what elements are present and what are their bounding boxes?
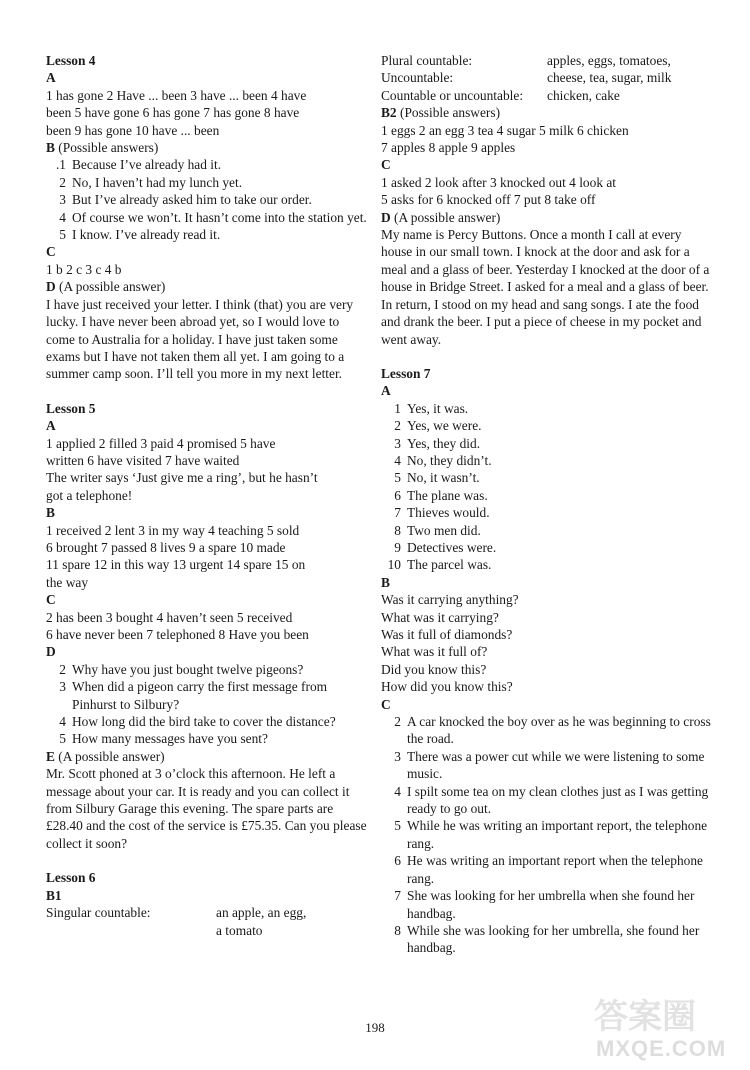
watermark-logo <box>590 990 740 1062</box>
answer-line: 1 asked 2 look after 3 knocked out 4 look at <box>381 174 617 190</box>
spacer <box>381 348 711 365</box>
lesson-6-d-paragraph: My name is Percy Buttons. Once a month I call at every house in our small town. I knock at the door and ask for a meal and a glass of beer. Yesterday I knocked at the door of a house in Bridge Street. I asked for a meal and a glass of beer. In return, I stood on my head and sang songs. I ate the food and drank the beer. I put a piece of cheese in my pocket and went away. <box>381 227 710 347</box>
item-number: 2 <box>59 661 66 677</box>
lesson-5-b-answers <box>46 522 368 592</box>
answer-line: What was it carrying? <box>381 609 499 625</box>
noun-table <box>381 52 711 104</box>
item-number: 2 <box>394 418 401 434</box>
lesson-5-title: Lesson 5 <box>46 400 96 416</box>
answer-line: been 5 have gone 6 has gone 7 has gone 8 have <box>46 105 300 121</box>
item-text: When did a pigeon carry the first message from Pinhurst to Silbury? <box>72 679 328 712</box>
lesson-4-d-paragraph: I have just received your letter. I think (that) you are very lucky. I have never been abroad yet, so I would love to come to Australia for a holiday. I have just taken some exams but I have not taken them all yet. I am going to a summer camp soon. I’ll tell you more in my next letter. <box>46 296 354 382</box>
list-item <box>381 748 711 783</box>
lesson-5-d-answers <box>46 661 368 748</box>
section-letter: E <box>46 748 55 764</box>
item-text: Why have you just bought twelve pigeons? <box>72 661 304 677</box>
lesson-4-b-answers <box>46 156 368 243</box>
answer-line: got a telephone! <box>46 487 133 503</box>
item-number: 1 <box>394 400 401 416</box>
section-e-heading <box>46 748 368 765</box>
item-text: Detectives were. <box>407 539 497 555</box>
list-item <box>381 504 711 521</box>
noun-table-row <box>381 69 711 86</box>
item-number: .1 <box>55 157 66 173</box>
item-number: 3 <box>59 679 66 695</box>
section-b-heading: B <box>381 574 390 590</box>
lesson-7-a-answers <box>381 400 711 574</box>
lesson-7-c-answers <box>381 713 711 957</box>
table-value: chicken, cake <box>547 87 620 103</box>
table-label: Countable or uncountable: <box>381 87 524 103</box>
noun-table-row <box>381 52 711 69</box>
section-d-heading: D <box>46 644 56 660</box>
item-number: 5 <box>394 818 401 834</box>
item-number: 5 <box>394 470 401 486</box>
lesson-4-title: Lesson 4 <box>46 53 96 68</box>
table-value-line: an apple, an egg, <box>216 905 307 921</box>
list-item <box>46 174 368 191</box>
item-text: I spilt some tea on my clean clothes just as I was getting ready to go out. <box>407 783 709 817</box>
list-item <box>46 661 368 678</box>
answer-line: Did you know this? <box>381 661 487 677</box>
answer-line: been 9 has gone 10 have ... been <box>46 122 220 138</box>
lesson-4-c-answers: 1 b 2 c 3 c 4 b <box>46 261 122 277</box>
lesson-6-b2-answers <box>381 122 711 157</box>
watermark-en-text: MXQE.COM <box>596 1036 727 1061</box>
spacer <box>46 852 368 869</box>
list-item <box>46 191 368 208</box>
answer-line: The writer says ‘Just give me a ring’, but he hasn’t <box>46 470 318 486</box>
list-item <box>381 417 711 434</box>
item-text: Thieves would. <box>407 505 490 521</box>
list-item <box>381 435 711 452</box>
list-item <box>381 522 711 539</box>
item-number: 10 <box>387 557 401 573</box>
list-item <box>46 713 368 730</box>
item-text: How many messages have you sent? <box>72 731 268 747</box>
item-text: Yes, we were. <box>407 418 482 434</box>
item-number: 3 <box>59 192 66 208</box>
list-item <box>381 469 711 486</box>
section-c-heading: C <box>46 244 56 260</box>
section-c-heading: C <box>381 696 391 712</box>
answer-line: written 6 have visited 7 have waited <box>46 452 240 468</box>
page-number: 198 <box>365 1020 385 1035</box>
table-value-line: a tomato <box>216 922 263 938</box>
item-text: There was a power cut while we were listening to some music. <box>407 748 705 782</box>
item-text: While she was looking for her umbrella, she found her handbag. <box>407 922 700 956</box>
lesson-5-a-answers <box>46 435 368 505</box>
answer-line: 1 applied 2 filled 3 paid 4 promised 5 have <box>46 435 276 451</box>
list-item <box>46 730 368 747</box>
answer-line: What was it full of? <box>381 644 488 660</box>
item-number: 2 <box>394 714 401 730</box>
lesson-5-c-answers <box>46 609 368 644</box>
item-text: Yes, it was. <box>407 400 469 416</box>
item-text: But I’ve already asked him to take our order. <box>72 192 312 208</box>
section-a-heading: A <box>46 70 56 86</box>
list-item <box>46 156 368 173</box>
item-text: The plane was. <box>407 487 488 503</box>
section-d-heading <box>46 278 368 295</box>
left-column <box>46 52 368 939</box>
item-number: 9 <box>394 539 401 555</box>
item-text: She was looking for her umbrella when she found her handbag. <box>407 888 695 921</box>
table-value <box>216 904 368 939</box>
section-b1-heading: B1 <box>46 887 62 903</box>
section-letter: B <box>46 140 55 156</box>
item-text: I know. I’ve already read it. <box>72 227 221 243</box>
item-number: 4 <box>394 452 401 468</box>
section-a-heading: A <box>381 383 391 399</box>
item-number: 4 <box>59 714 66 730</box>
list-item <box>381 713 711 748</box>
lesson-4-a-answers <box>46 87 368 139</box>
answer-line: Was it full of diamonds? <box>381 627 513 642</box>
answer-line: 11 spare 12 in this way 13 urgent 14 spare 15 on <box>46 557 306 573</box>
table-value: cheese, tea, sugar, milk <box>547 70 672 86</box>
lesson-7-b-answers <box>381 591 711 695</box>
table-value: apples, eggs, tomatoes, <box>547 53 671 68</box>
item-text: The parcel was. <box>407 557 492 573</box>
list-item <box>381 817 711 852</box>
list-item <box>381 400 711 417</box>
list-item <box>46 209 368 226</box>
noun-table-row <box>381 87 711 104</box>
item-text: No, it wasn’t. <box>407 470 480 486</box>
table-label: Singular countable: <box>46 905 151 921</box>
list-item <box>381 487 711 504</box>
item-text: No, I haven’t had my lunch yet. <box>72 174 243 190</box>
item-text: Yes, they did. <box>407 435 481 451</box>
item-number: 5 <box>59 731 66 747</box>
watermark-cn-text: 答案圈 <box>594 997 696 1037</box>
item-text: He was writing an important report when the telephone rang. <box>407 853 703 886</box>
item-text: A car knocked the boy over as he was beginning to cross the road. <box>407 714 711 747</box>
item-text: Of course we won’t. It hasn’t come into the station yet. <box>72 209 367 225</box>
list-item <box>46 226 368 243</box>
section-note: (Possible answers) <box>396 105 501 121</box>
noun-table-row <box>46 904 368 939</box>
section-b-heading <box>46 139 368 156</box>
item-text: Because I’ve already had it. <box>72 157 222 173</box>
section-note: (A possible answer) <box>55 279 166 295</box>
section-note: (A possible answer) <box>390 209 501 225</box>
table-label: Uncountable: <box>381 70 454 86</box>
section-note: (Possible answers) <box>54 140 159 156</box>
answer-line: 7 apples 8 apple 9 apples <box>381 140 516 156</box>
section-c-heading: C <box>381 157 391 173</box>
item-number: 4 <box>59 209 66 225</box>
answer-line: How did you know this? <box>381 679 513 695</box>
section-a-heading: A <box>46 418 56 434</box>
list-item <box>381 922 711 957</box>
section-letter: D <box>46 279 56 295</box>
item-text: No, they didn’t. <box>407 452 492 468</box>
list-item <box>381 783 711 818</box>
item-number: 3 <box>394 435 401 451</box>
answer-line: 1 eggs 2 an egg 3 tea 4 sugar 5 milk 6 chicken <box>381 122 629 138</box>
item-text: Two men did. <box>407 522 481 538</box>
item-number: 3 <box>394 748 401 764</box>
answer-line: 1 received 2 lent 3 in my way 4 teaching 5 sold <box>46 522 300 538</box>
section-letter: D <box>381 209 391 225</box>
lesson-5-e-paragraph: Mr. Scott phoned at 3 o’clock this afternoon. He left a message about your car. It is ready and you can collect it from Silbury Garage this evening. The spare parts are £28.40 and the cost of the service is £75.35. Can you please collect it soon? <box>46 766 367 851</box>
list-item <box>381 539 711 556</box>
item-number: 8 <box>394 922 401 938</box>
item-number: 5 <box>59 227 66 243</box>
table-label: Plural countable: <box>381 53 473 68</box>
answer-line: 5 asks for 6 knocked off 7 put 8 take off <box>381 192 596 208</box>
item-number: 8 <box>394 522 401 538</box>
list-item <box>381 887 711 922</box>
spacer <box>46 383 368 400</box>
section-d-heading <box>381 209 711 226</box>
section-note: (A possible answer) <box>54 748 165 764</box>
answer-line: 2 has been 3 bought 4 haven’t seen 5 received <box>46 609 293 625</box>
lesson-6-c-answers <box>381 174 711 209</box>
item-number: 6 <box>394 853 401 869</box>
list-item <box>381 452 711 469</box>
list-item <box>381 852 711 887</box>
answer-line: Was it carrying anything? <box>381 592 519 608</box>
answer-line: 6 have never been 7 telephoned 8 Have you been <box>46 627 309 642</box>
list-item <box>381 556 711 573</box>
item-number: 6 <box>394 487 401 503</box>
lesson-7-title: Lesson 7 <box>381 365 431 381</box>
item-number: 7 <box>394 505 401 521</box>
section-b2-heading <box>381 104 711 121</box>
item-number: 7 <box>394 888 401 904</box>
item-text: While he was writing an important report, the telephone rang. <box>407 818 708 851</box>
section-c-heading: C <box>46 592 56 608</box>
answer-line: 1 has gone 2 Have ... been 3 have ... been 4 have <box>46 87 307 103</box>
list-item <box>46 678 368 713</box>
item-number: 2 <box>59 174 66 190</box>
section-letter: B2 <box>381 105 397 121</box>
right-column <box>381 52 711 957</box>
answer-line: the way <box>46 574 89 590</box>
answer-line: 6 brought 7 passed 8 lives 9 a spare 10 made <box>46 539 286 555</box>
lesson-6-title: Lesson 6 <box>46 870 96 886</box>
item-text: How long did the bird take to cover the distance? <box>72 714 336 730</box>
section-b-heading: B <box>46 505 55 521</box>
item-number: 4 <box>394 783 401 799</box>
